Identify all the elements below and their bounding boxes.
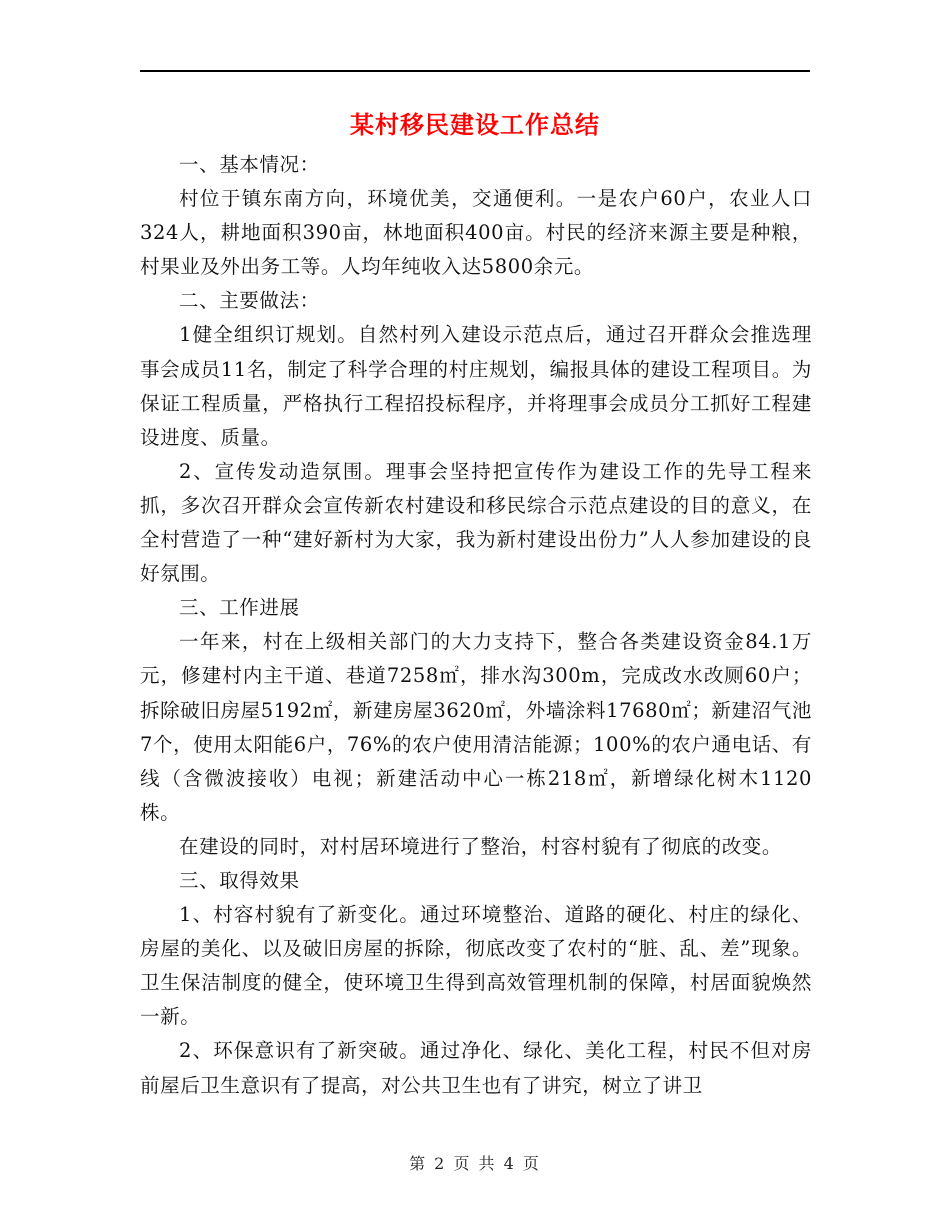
page-number: 第 2 页 共 4 页 [409, 1154, 541, 1173]
section-heading: 一、基本情况： [179, 153, 320, 176]
header-rule [140, 70, 810, 72]
paragraph: 1、村容村貌有了新变化。通过环境整治、道路的硬化、村庄的绿化、房屋的美化、以及破旧房屋的拆除，彻底改变了农村的“脏、乱、差”现象。卫生保洁制度的健全，使环境卫生得到高效管理机制的保障，村居面貌焕然一新。 [140, 903, 812, 1029]
section-heading: 二、主要做法： [179, 289, 320, 313]
paragraph: 在建设的同时，对村居环境进行了整治，村容村貌有了彻底的改变。 [179, 834, 783, 858]
document-body [140, 148, 812, 1103]
paragraph: 村位于镇东南方向，环境优美，交通便利。一是农户60户，农业人口324人，耕地面积390亩，林地面积400亩。村民的经济来源主要是种粮，村果业及外出务工等。人均年纯收入达5800余元。 [140, 187, 812, 279]
paragraph: 2、宣传发动造氛围。理事会坚持把宣传作为建设工作的先导工程来抓，多次召开群众会宣传新农村建设和移民综合示范点建设的目的意义，在全村营造了一种“建好新村为大家，我为新村建设出份力”人人参加建设的良好氛围。 [140, 459, 812, 586]
paragraph: 2、环保意识有了新突破。通过净化、绿化、美化工程，村民不但对房前屋后卫生意识有了提高，对公共卫生也有了讲究，树立了讲卫 [140, 1039, 812, 1097]
section-heading: 三、取得效果 [179, 868, 300, 892]
paragraph: 1健全组织订规划。自然村列入建设示范点后，通过召开群众会推选理事会成员11名，制定了科学合理的村庄规划，编报具体的建设工程项目。为保证工程质量，严格执行工程招投标程序，并将理事会成员分工抓好工程建设进度、质量。 [140, 323, 812, 449]
paragraph: 一年来，村在上级相关部门的大力支持下，整合各类建设资金84.1万元，修建村内主干道、巷道7258㎡，排水沟300m，完成改水改厕60户；拆除破旧房屋5192㎡，新建房屋3620㎡，外墙涂料17680㎡；新建沼气池7个，使用太阳能6户，76%的农户使用清洁能源；100%的农户通电话、有线（含微波接收）电视；新建活动中心一栋218㎡，新增绿化树木1120株。 [140, 630, 813, 824]
section-heading: 三、工作进展 [179, 596, 300, 620]
document-title: 某村移民建设工作总结 [350, 110, 600, 139]
